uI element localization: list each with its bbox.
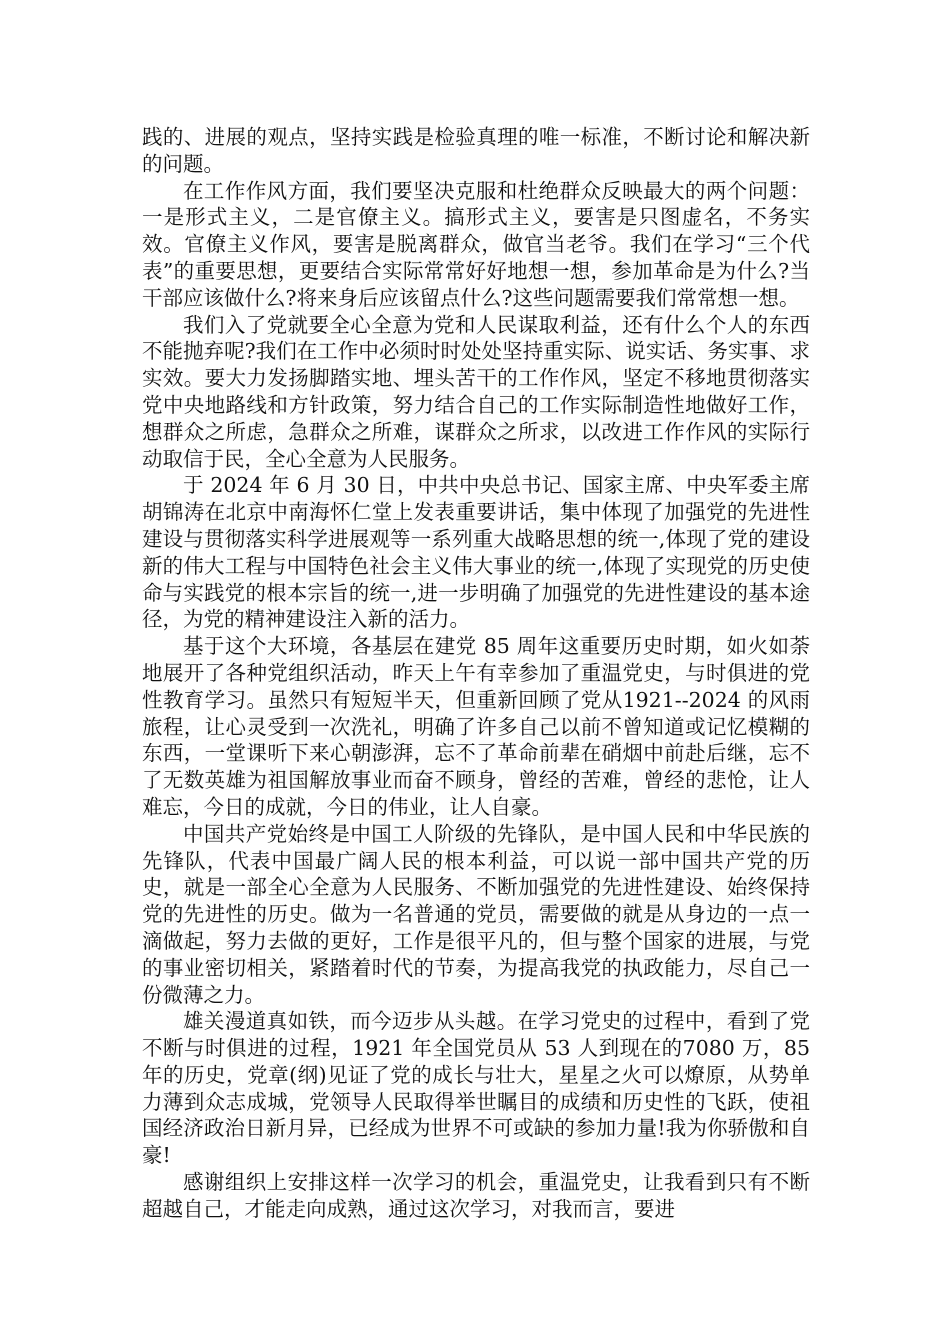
document-page bbox=[142, 124, 810, 1223]
paragraph-gratitude: 感谢组织上安排这样一次学习的机会，重温党史，让我看到只有不断超越自己，才能走向成熟，通过这次学习，对我而言，要进 bbox=[142, 1170, 810, 1221]
paragraph-party-history-study: 基于这个大环境，各基层在建党 85 周年这重要历史时期，如火如荼地展开了各种党组织活动，昨天上午有幸参加了重温党史，与时俱进的党性教育学习。虽然只有短短半天，但重新回顾了党从1921--2024 的风雨旅程，让心灵受到一次洗礼，明确了许多自己以前不曾知道或记忆模糊的东西，一堂课听下来心朝澎湃，忘不了革命前辈在硝烟中前赴后继，忘不了无数英雄为祖国解放事业而奋不顾身，曾经的苦难，曾经的悲怆，让人难忘，今日的成就，今日的伟业，让人自豪。 bbox=[142, 634, 810, 819]
paragraph-continuation: 践的、进展的观点，坚持实践是检验真理的唯一标准，不断讨论和解决新的问题。 bbox=[142, 125, 810, 176]
paragraph-progress: 雄关漫道真如铁，而今迈步从头越。在学习党史的过程中，看到了党不断与时俱进的过程，1921 年全国党员从 53 人到现在的7080 万，85 年的历史，党章(纲)见证了党的成长与壮大，星星之火可以燎原，从势单力薄到众志成城，党领导人民取得举世瞩目的成绩和历史性的飞跃，使祖国经济政治日新月异，已经成为世界不可或缺的参加力量!我为你骄傲和自豪! bbox=[142, 1009, 810, 1168]
paragraph-serve-people: 我们入了党就要全心全意为党和人民谋取利益，还有什么个人的东西不能抛弃呢?我们在工作中必须时时处处坚持重实际、说实话、务实事、求实效。要大力发扬脚踏实地、埋头苦干的工作作风，坚定不移地贯彻落实党中央地路线和方针政策，努力结合自己的工作实际制造性地做好工作，想群众之所虑，急群众之所难，谋群众之所求，以改进工作作风的实际行动取信于民，全心全意为人民服务。 bbox=[142, 312, 810, 471]
paragraph-work-style: 在工作作风方面，我们要坚决克服和杜绝群众反映最大的两个问题：一是形式主义，二是官僚主义。搞形式主义，要害是只图虚名，不务实效。官僚主义作风，要害是脱离群众，做官当老爷。我们在学习“三个代表”的重要思想，更要结合实际常常好好地想一想，参加革命是为什么?当干部应该做什么?将来身后应该留点什么?这些问题需要我们常常想一想。 bbox=[142, 178, 810, 310]
paragraph-speech: 于 2024 年 6 月 30 日，中共中央总书记、国家主席、中央军委主席胡锦涛在北京中南海怀仁堂上发表重要讲话，集中体现了加强党的先进性建设与贯彻落实科学进展观等一系列重大战略思想的统一,体现了党的建设新的伟大工程与中国特色社会主义伟大事业的统一,体现了实现党的历史使命与实践党的根本宗旨的统一,进一步明确了加强党的先进性建设的基本途径，为党的精神建设注入新的活力。 bbox=[142, 473, 810, 632]
paragraph-vanguard: 中国共产党始终是中国工人阶级的先锋队，是中国人民和中华民族的先锋队，代表中国最广阔人民的根本利益，可以说一部中国共产党的历史，就是一部全心全意为人民服务、不断加强党的先进性建设、始终保持党的先进性的历史。做为一名普通的党员，需要做的就是从身边的一点一滴做起，努力去做的更好，工作是很平凡的，但与整个国家的进展，与党的事业密切相关，紧踏着时代的节奏，为提高我党的执政能力，尽自己一份微薄之力。 bbox=[142, 821, 810, 1007]
